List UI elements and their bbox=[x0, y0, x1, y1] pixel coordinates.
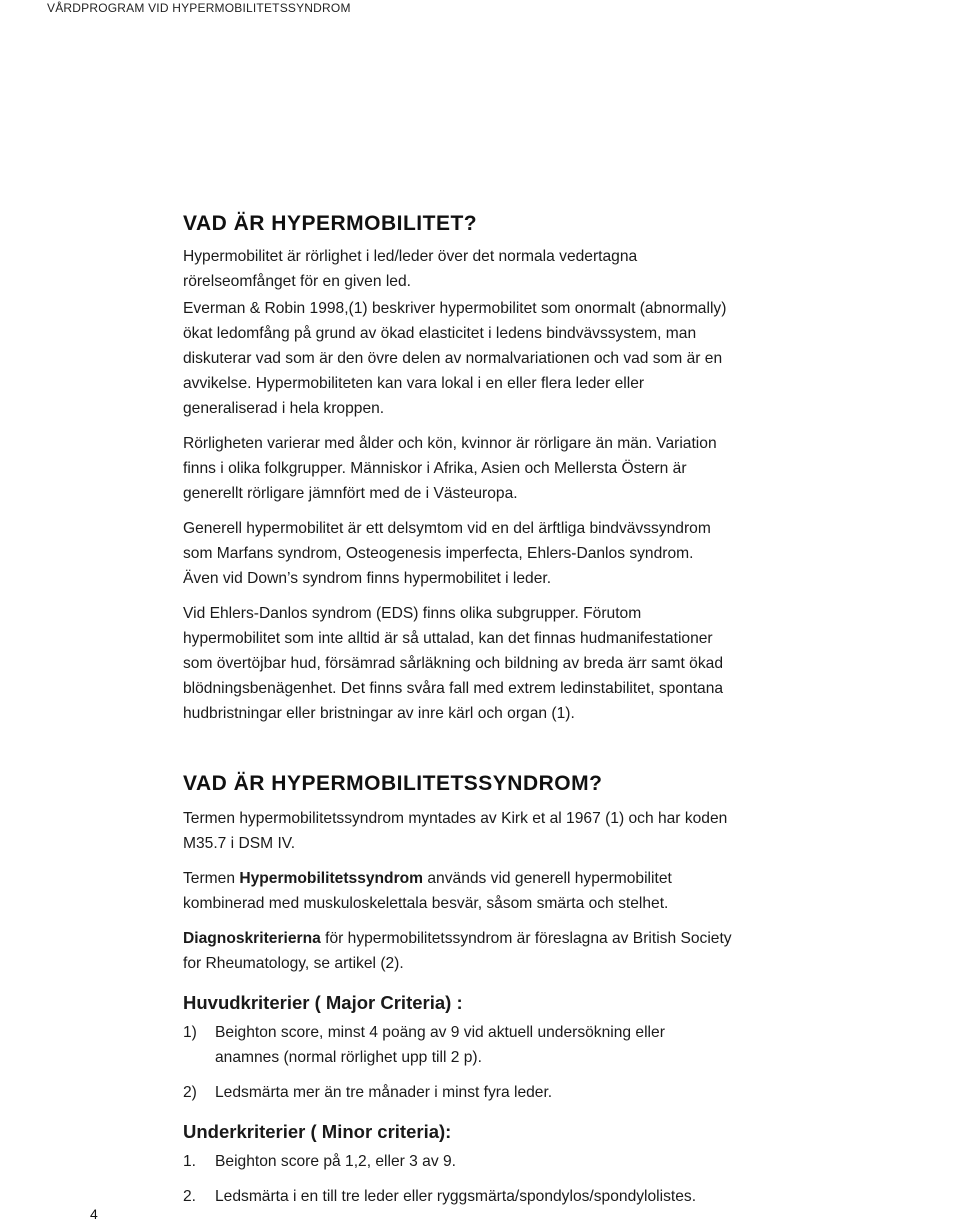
list-item bbox=[183, 1149, 733, 1174]
minor-criteria-title: Underkriterier ( Minor criteria): bbox=[183, 1121, 452, 1142]
list-text: Ledsmärta i en till tre leder eller ryggsmärta/spondylos/spondylolistes. bbox=[215, 1188, 697, 1205]
list-item bbox=[183, 1080, 733, 1105]
page-number: 4 bbox=[90, 1206, 98, 1222]
major-criteria-title: Huvudkriterier ( Major Criteria) : bbox=[183, 992, 463, 1013]
list-text: Ledsmärta mer än tre månader i minst fyra leder. bbox=[215, 1084, 553, 1101]
page-content bbox=[183, 210, 733, 1209]
list-number: 2) bbox=[183, 1084, 197, 1101]
paragraph: Termen hypermobilitetssyndrom myntades av Kirk et al 1967 (1) och har koden M35.7 i DSM IV. bbox=[183, 810, 728, 852]
paragraph: Hypermobilitet är rörlighet i led/leder över det normala vedertagna rörelseomfånget för en given led. bbox=[183, 248, 638, 290]
text-run: Termen bbox=[183, 870, 240, 887]
paragraph: Vid Ehlers-Danlos syndrom (EDS) finns olika subgrupper. Förutom hypermobilitet som inte alltid är så uttalad, kan det finnas hudmanifestationer som övertöjbar hud, försämrad sårläkning och bildning av breda ärr samt ökad blödningsbenägenhet. Det finns svåra fall med extrem ledinstabilitet, spontana hudbristningar eller bristningar av inre kärl och organ (1). bbox=[183, 605, 724, 722]
section-hypermobility-syndrome bbox=[183, 770, 733, 1209]
paragraph bbox=[183, 926, 733, 976]
list-text: Beighton score på 1,2, eller 3 av 9. bbox=[215, 1153, 456, 1170]
minor-criteria-list bbox=[183, 1149, 733, 1209]
list-number: 1) bbox=[183, 1024, 197, 1041]
paragraph bbox=[183, 866, 733, 916]
list-item bbox=[183, 1184, 733, 1209]
list-number: 1. bbox=[183, 1153, 197, 1170]
major-criteria-list bbox=[183, 1020, 733, 1105]
list-number: 2. bbox=[183, 1188, 197, 1205]
running-header: VÅRDPROGRAM VID HYPERMOBILITETSSYNDROM bbox=[47, 1, 351, 15]
text-run: för hypermobilitetssyndrom är föreslagna av British Society for Rheumatology, se artikel (2). bbox=[183, 930, 732, 972]
section-title-syndrome: VAD ÄR HYPERMOBILITETSSYNDROM? bbox=[183, 772, 603, 795]
paragraph: Everman & Robin 1998,(1) beskriver hypermobilitet som onormalt (abnormally) ökat ledomfång på grund av ökad elasticitet i ledens bindvävssystem, man diskuterar vad som är den övre delen av normalvariationen och vad som är en avvikelse. Hypermobiliteten kan vara lokal i en eller flera leder eller generaliserad i hela kroppen. bbox=[183, 300, 727, 417]
paragraph: Generell hypermobilitet är ett delsymtom vid en del ärftliga bindvävssyndrom som Marfans syndrom, Osteogenesis imperfecta, Ehlers-Danlos syndrom. Även vid Down’s syndrom finns hypermobilitet i leder. bbox=[183, 520, 711, 587]
list-item bbox=[183, 1020, 733, 1070]
text-run: används vid generell hypermobilitet kombinerad med muskuloskelettala besvär, såsom smärta och stelhet. bbox=[183, 870, 672, 912]
section-title-hypermobility: VAD ÄR HYPERMOBILITET? bbox=[183, 212, 478, 235]
paragraph: Rörligheten varierar med ålder och kön, kvinnor är rörligare än män. Variation finns i olika folkgrupper. Människor i Afrika, Asien och Mellersta Östern är generellt rörligare jämnfört med de i Västeuropa. bbox=[183, 435, 717, 502]
bold-term: Hypermobilitetssyndrom bbox=[239, 870, 424, 887]
list-text: Beighton score, minst 4 poäng av 9 vid aktuell undersökning eller anamnes (normal rörlighet upp till 2 p). bbox=[215, 1024, 665, 1066]
bold-term: Diagnoskriterierna bbox=[183, 930, 321, 947]
